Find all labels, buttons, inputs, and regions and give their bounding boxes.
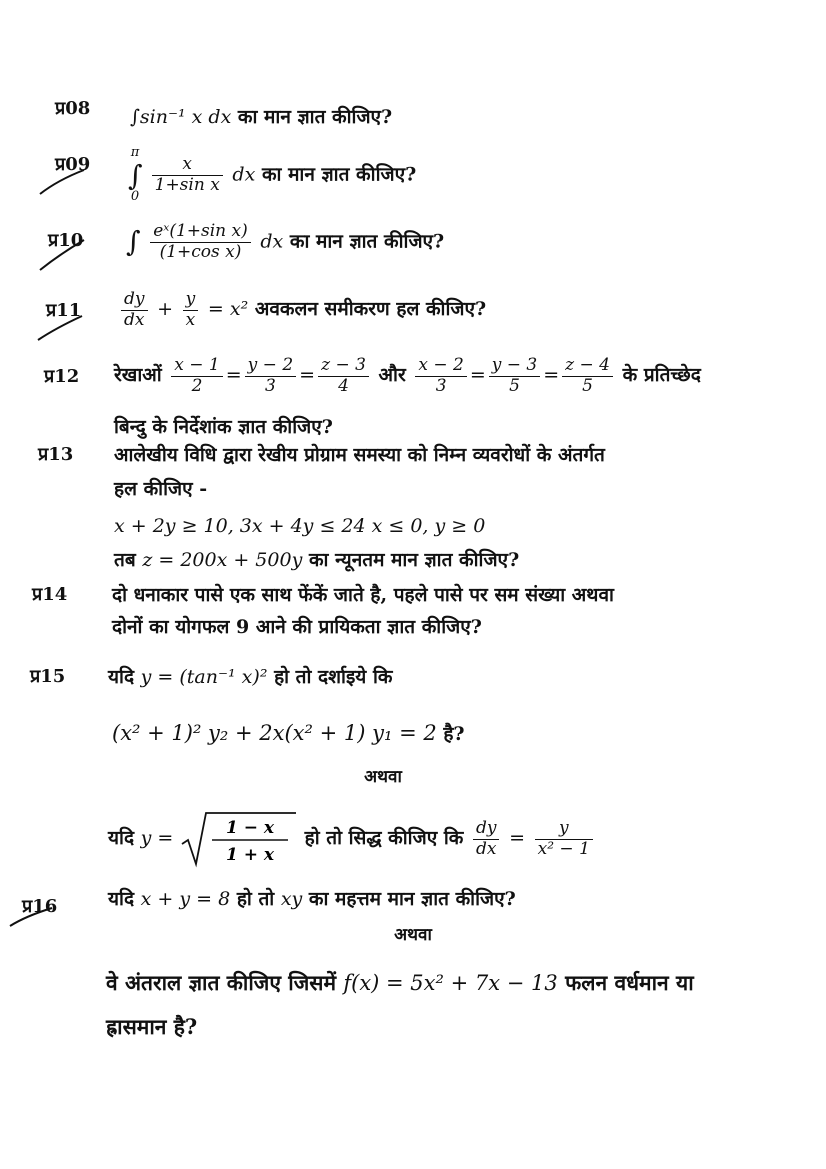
question-number: प्र08 <box>55 98 91 119</box>
question-number: प्र11 <box>46 300 82 321</box>
question-text: का मान ज्ञात कीजिए? <box>261 163 417 186</box>
integral-sign-icon: ∫ <box>126 225 141 258</box>
integral-expression: ∫sin⁻¹ x dx <box>130 106 232 128</box>
svg-text:1 + x: 1 + x <box>225 845 275 865</box>
question-number: प्र10 <box>48 230 84 251</box>
question-text: का मान ज्ञात कीजिए? <box>237 106 393 128</box>
integrand-fraction: $\frac{x}{\text{1+sin x}}$ <box>152 155 223 195</box>
check-mark-icon <box>38 166 88 196</box>
lower-limit: 0 <box>130 189 140 205</box>
objective-function: z = 200x + 500y <box>142 548 303 571</box>
question-number: प्र15 <box>30 666 66 687</box>
check-mark-icon <box>36 312 86 342</box>
square-root-icon <box>180 810 298 868</box>
constraints-expression: x + 2y ≥ 10, 3x + 4y ≤ 24 x ≤ 0, y ≥ 0 <box>114 515 486 538</box>
integral-sign-icon: ∫ <box>128 158 143 192</box>
question-text: अवकलन समीकरण हल कीजिए? <box>254 298 487 321</box>
question-number: प्र12 <box>44 366 80 387</box>
upper-limit: π <box>130 145 140 160</box>
integrand-fraction: $\frac{\text{eˣ(1+sin x)}}{\text{(1+cos x)}}$ <box>150 222 251 262</box>
question-text: बिन्दु के निर्देशांक ज्ञात कीजिए? <box>114 416 333 438</box>
question-text: का मान ज्ञात कीजिए? <box>289 230 445 253</box>
function-expression: f(x) = 5x² + 7x − 13 <box>343 971 558 995</box>
question-number: प्र09 <box>55 154 91 175</box>
question-number: प्र13 <box>38 444 74 465</box>
or-separator: अथवा <box>394 925 432 945</box>
exam-page: प्र08 ∫sin⁻¹ x dx का मान ज्ञात कीजिए? प्र09 π ∫ 0 $\frac{x}{\text{1+sin x}}$ dx का मान ज्ञात कीजिए? प्र10 ∫ $\frac{\text{eˣ(1+sin x)}}{\text{(1+cos x)}}$ dx का मान ज्ञात कीजिए? प्र11 $\frac{dy}{dx}$ + $\frac{y}{x}$ = x² अवकलन समीकरण हल कीजिए? प्र12 रेखाओं $\frac{x - 1}{2}$ = $\frac{y - 2}{3}$ = $\frac{z - 3}{4}$ और $\frac{x - 2}{3}$ = $\frac{y - 3}{5}$ = $\frac{z - 4}{5}$ के प्रतिच्छेद बिन्दु के निर्देशांक ज्ञात कीजिए? प्र13 आलेखीय विधि द्वारा रेखीय प्रोग्राम समस्या को निम्न व्यवरोधों के अंतर्गत हल कीजिए - x + 2y ≥ 10, 3x + 4y ≤ 24 x ≤ 0, y ≥ 0 तब z = 200x + 500y का न्यूनतम मान ज्ञात कीजिए? प्र14 दो धनाकार पासे एक साथ फेंकें जाते है, पहले पासे पर सम संख्या अथवा दोनों का योगफल 9 आने की प्रायिकता ज्ञात कीजिए? प्र15 यदि y = (tan⁻¹ x)² हो तो दर्शाइये कि (x² + 1)² y₂ + 2x(x² + 1) y₁ = 2 है? अथवा यदि y = 1 − x 1 + x हो तो सिद्ध कीजिए कि $\frac{dy}{dx}$ = $\frac{y}{\text{x² − 1}}$ प्र16 यदि x + y = 8 हो तो xy का महत्तम मान ज्ञात कीजिए? अथवा वे अंतराल ज्ञात कीजिए जिसमें f(x) = 5x² + 7x − 13 फलन वर्धमान या ह्रासमान है? <box>0 0 826 1169</box>
equation: (x² + 1)² y₂ + 2x(x² + 1) y₁ = 2 <box>112 721 437 745</box>
equation: y = (tan⁻¹ x)² <box>140 666 268 688</box>
question-number: प्र16 <box>22 896 58 917</box>
check-mark-icon <box>38 238 88 272</box>
svg-text:1 − x: 1 − x <box>225 818 275 838</box>
question-number: प्र14 <box>32 584 68 605</box>
or-separator: अथवा <box>364 767 402 787</box>
